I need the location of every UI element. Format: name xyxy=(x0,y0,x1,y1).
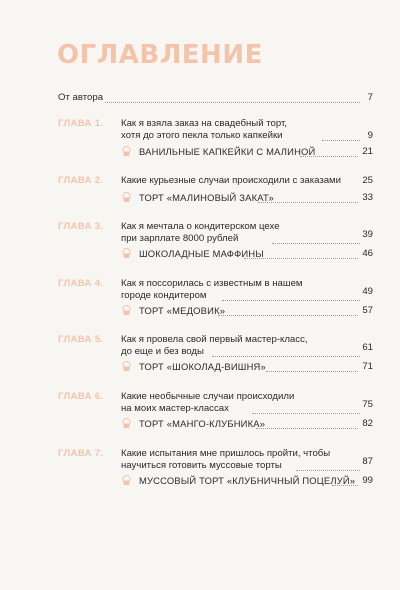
recipe-page: 21 xyxy=(362,146,373,157)
chapter-page: 25 xyxy=(362,175,373,186)
leader-dots xyxy=(296,470,360,471)
chapter-title-line: Как я поссорилась с известным в нашем xyxy=(121,278,303,289)
chapter-title-line: до еще и без воды xyxy=(121,346,204,357)
cupcake-icon xyxy=(121,361,132,372)
chapter-label: ГЛАВА 7. xyxy=(58,448,104,459)
chapter-title-line: при зарплате 8000 рублей xyxy=(121,233,239,244)
chapter-label: ГЛАВА 4. xyxy=(58,278,104,289)
recipe-page: 99 xyxy=(362,475,373,486)
toc-intro-page: 7 xyxy=(367,92,373,103)
leader-dots xyxy=(105,102,360,103)
cupcake-icon xyxy=(121,305,132,316)
leader-dots xyxy=(222,300,360,301)
chapter-title-line: хотя до этого пекла только капкейки xyxy=(121,130,283,141)
chapter-page: 9 xyxy=(367,130,373,141)
recipe-page: 71 xyxy=(362,361,373,372)
chapter-title-line: городе кондитером xyxy=(121,290,207,301)
recipe-page: 46 xyxy=(362,248,373,259)
leader-dots xyxy=(244,258,358,259)
cupcake-icon xyxy=(121,475,132,486)
chapter-title-line: Как я мечтала о кондитерском цехе xyxy=(121,221,280,232)
chapter-page: 49 xyxy=(362,286,373,297)
leader-dots xyxy=(212,356,360,357)
chapter-title-line: Какие испытания мне пришлось пройти, чтобы xyxy=(121,448,331,459)
chapter-label: ГЛАВА 2. xyxy=(58,175,104,186)
chapter-title-line: Как я провела свой первый мастер-класс, xyxy=(121,334,308,345)
leader-dots xyxy=(332,485,358,486)
cupcake-icon xyxy=(121,248,132,259)
chapter-title-line: на моих мастер-классах xyxy=(121,403,229,414)
recipe-title: ТОРТ «МАНГО-КЛУБНИКА» xyxy=(139,418,266,429)
recipe-title: МУССОВЫЙ ТОРТ «КЛУБНИЧНЫЙ ПОЦЕЛУЙ» xyxy=(139,475,356,486)
chapter-label: ГЛАВА 5. xyxy=(58,334,104,345)
leader-dots xyxy=(256,428,358,429)
toc-intro-label: От автора xyxy=(58,92,104,103)
leader-dots xyxy=(218,315,358,316)
cupcake-icon xyxy=(121,192,132,203)
cupcake-icon xyxy=(121,146,132,157)
chapter-page: 87 xyxy=(362,456,373,467)
recipe-page: 57 xyxy=(362,305,373,316)
chapter-label: ГЛАВА 1. xyxy=(58,118,104,129)
chapter-label: ГЛАВА 6. xyxy=(58,391,104,402)
leader-dots xyxy=(266,371,358,372)
leader-dots xyxy=(258,202,358,203)
chapter-label: ГЛАВА 3. xyxy=(58,221,104,232)
recipe-title: ТОРТ «МАЛИНОВЫЙ ЗАКАТ» xyxy=(139,192,274,203)
leader-dots xyxy=(252,413,360,414)
leader-dots xyxy=(300,156,358,157)
recipe-title: ВАНИЛЬНЫЕ КАПКЕЙКИ С МАЛИНОЙ xyxy=(139,146,316,157)
recipe-page: 33 xyxy=(362,192,373,203)
chapter-title-line: Какие необычные случаи происходили xyxy=(121,391,295,402)
page-title: ОГЛАВЛЕНИЕ xyxy=(57,40,263,70)
leader-dots xyxy=(272,243,360,244)
chapter-page: 75 xyxy=(362,399,373,410)
chapter-page: 39 xyxy=(362,229,373,240)
chapter-page: 61 xyxy=(362,342,373,353)
recipe-title: ТОРТ «ШОКОЛАД-ВИШНЯ» xyxy=(139,361,266,372)
chapter-title-line: научиться готовить муссовые торты xyxy=(121,460,282,471)
recipe-title: ШОКОЛАДНЫЕ МАФФИНЫ xyxy=(139,248,264,259)
recipe-title: ТОРТ «МЕДОВИК» xyxy=(139,305,226,316)
recipe-page: 82 xyxy=(362,418,373,429)
chapter-title-line: Какие курьезные случаи происходили с заказами xyxy=(121,175,342,186)
chapter-title-line: Как я взяла заказ на свадебный торт, xyxy=(121,118,287,129)
cupcake-icon xyxy=(121,418,132,429)
leader-dots xyxy=(322,140,360,141)
